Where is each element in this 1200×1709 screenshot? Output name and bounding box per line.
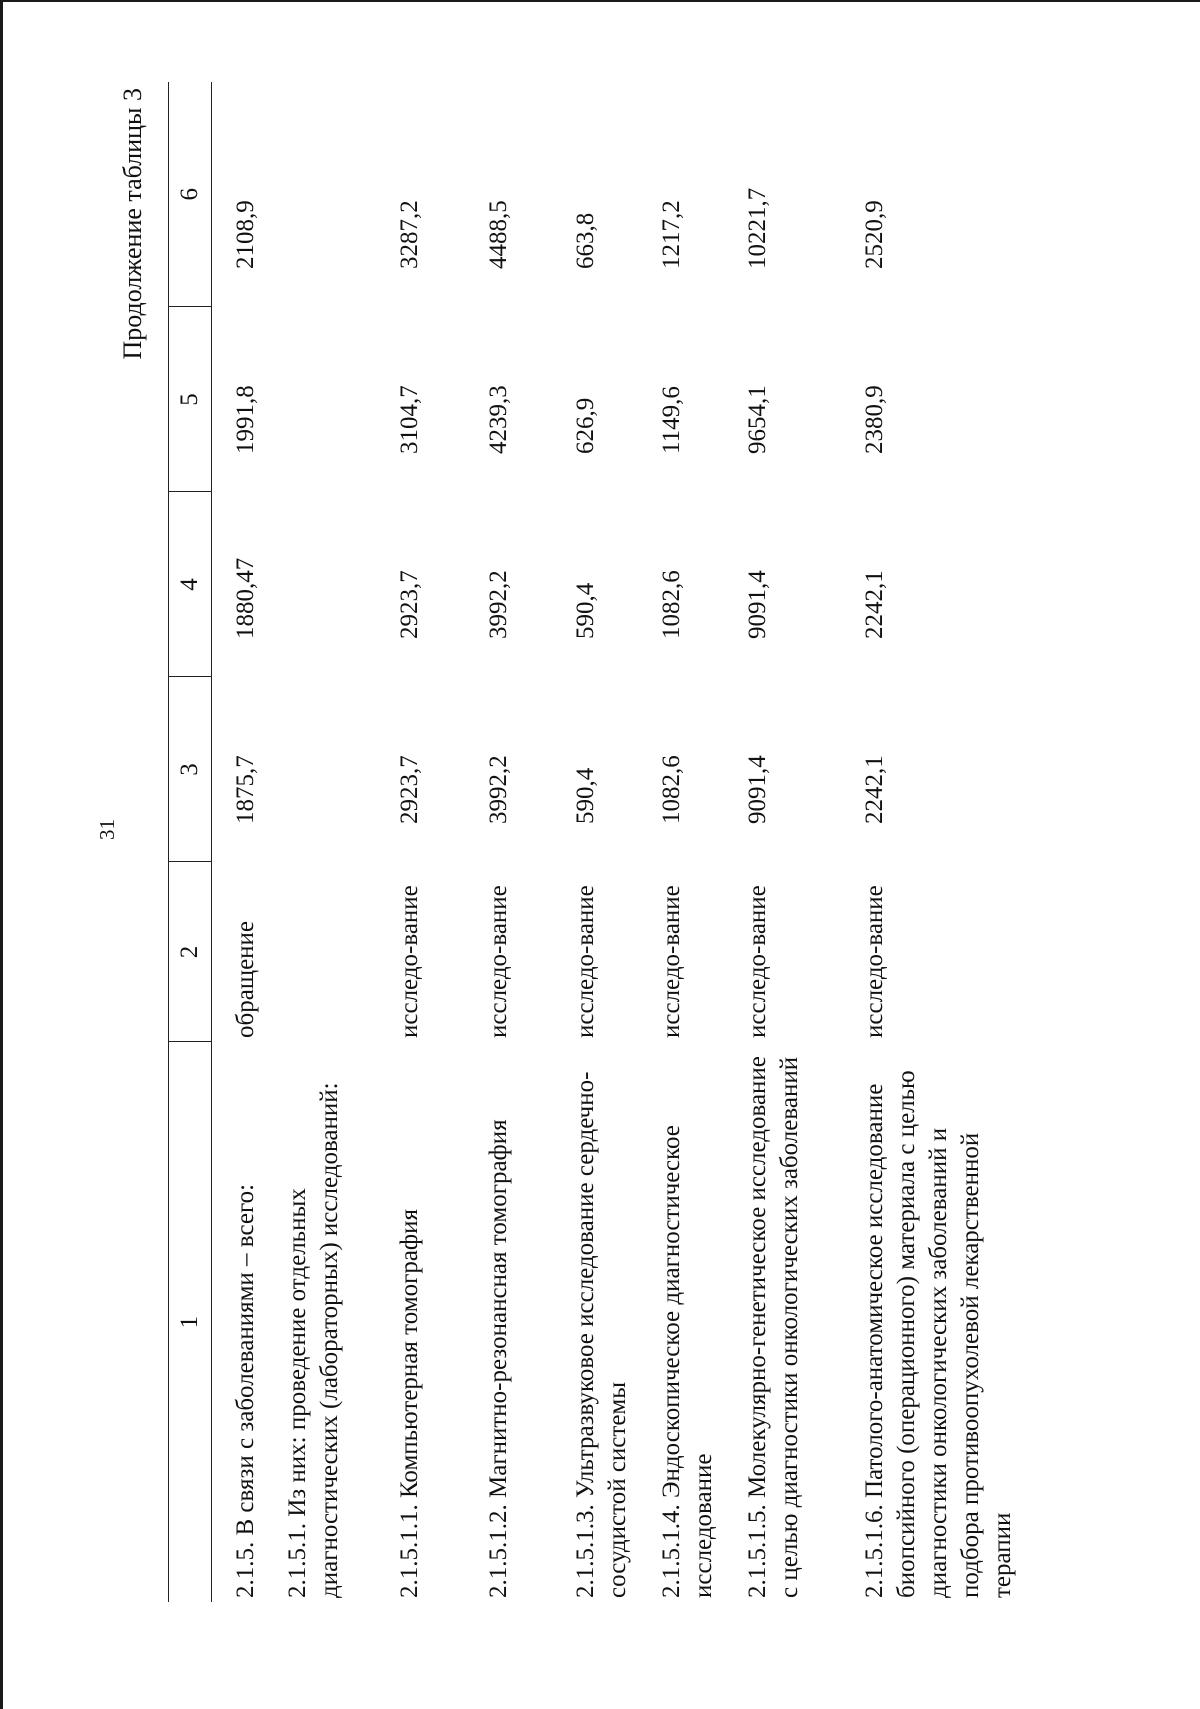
row-value-col6: 4488,5 [485, 200, 512, 269]
header-col-5: 5 [169, 307, 212, 492]
table-row [859, 82, 1089, 1602]
row-value-col5: 626,9 [572, 397, 599, 454]
row-value-col5: 1991,8 [232, 385, 259, 454]
header-col-2: 2 [169, 862, 212, 1042]
row-value-col3: 1082,6 [658, 755, 685, 824]
row-value-col5: 2380,9 [861, 385, 888, 454]
table-row [656, 82, 742, 1602]
header-col-4: 4 [169, 492, 212, 677]
table-row [394, 82, 483, 1602]
row-value-col3: 3992,2 [485, 755, 512, 824]
row-value-col4: 1082,6 [658, 570, 685, 639]
table-row [570, 82, 656, 1602]
scan-edge-top [0, 0, 1200, 2]
row-unit: исследо-вание [396, 885, 423, 1038]
row-value-col6: 1217,2 [658, 200, 685, 269]
row-name: 2.1.5. В связи с заболеваниями – всего: [232, 1183, 259, 1598]
row-unit: исследо-вание [744, 885, 771, 1038]
row-name: 2.1.5.1.3. Ультразвуковое исследование сердечно-сосудистой системы [572, 1071, 631, 1598]
row-value-col3: 1875,7 [232, 755, 259, 824]
row-unit [282, 862, 394, 1042]
row-value-col6: 663,8 [572, 212, 599, 269]
row-value-col3: 2923,7 [396, 755, 423, 824]
row-unit: исследо-вание [485, 885, 512, 1038]
row-name: 2.1.5.1.4. Эндоскопическое диагностическое исследование [658, 1125, 717, 1598]
row-value-col5: 4239,3 [485, 385, 512, 454]
row-value-col6 [282, 82, 394, 307]
table-header-row [169, 82, 212, 1602]
row-value-col5 [282, 307, 394, 492]
page-number: 31 [95, 819, 119, 840]
row-unit: исследо-вание [861, 885, 888, 1038]
row-name: 2.1.5.1.2. Магнитно-резонансная томография [485, 1119, 512, 1598]
row-value-col3: 2242,1 [861, 755, 888, 824]
row-unit: исследо-вание [572, 885, 599, 1038]
header-col-3: 3 [169, 677, 212, 862]
row-value-col4 [282, 492, 394, 677]
table-row [742, 82, 859, 1602]
row-value-col6: 10221,7 [744, 187, 771, 269]
row-value-col4: 1880,47 [232, 557, 259, 639]
row-value-col5: 3104,7 [396, 385, 423, 454]
scan-edge-left [0, 0, 3, 1709]
row-name: 2.1.5.1.5. Молекулярно-генетическое исследование с целью диагностики онкологических заболеваний [744, 1056, 803, 1598]
data-table [168, 82, 1089, 1602]
row-value-col3: 590,4 [572, 767, 599, 824]
row-value-col4: 2923,7 [396, 570, 423, 639]
header-col-6: 6 [169, 82, 212, 307]
row-value-col4: 590,4 [572, 582, 599, 639]
row-unit: обращение [232, 920, 259, 1038]
table-row [483, 82, 570, 1602]
row-value-col3: 9091,4 [744, 755, 771, 824]
row-unit: исследо-вание [658, 885, 685, 1038]
header-col-1: 1 [169, 1042, 212, 1602]
row-value-col4: 3992,2 [485, 570, 512, 639]
row-value-col6: 2520,9 [861, 200, 888, 269]
table-row [212, 82, 283, 1602]
table-row [282, 82, 394, 1602]
row-value-col5: 1149,6 [658, 386, 685, 454]
row-name: 2.1.5.1.1. Компьютерная томография [396, 1208, 423, 1598]
row-value-col3 [282, 677, 394, 862]
row-value-col4: 2242,1 [861, 570, 888, 639]
row-name: 2.1.5.1.6. Патолого-анатомическое исследование биопсийного (операционного) материала с целью диагностики онкологических заболеваний и подбора противоопухолевой лекарственной терапии [861, 1070, 1016, 1598]
table-caption: Продолжение таблицы 3 [118, 88, 147, 360]
row-name: 2.1.5.1. Из них: проведение отдельных диагностических (лабораторных) исследований: [284, 1082, 343, 1598]
row-value-col6: 3287,2 [396, 200, 423, 269]
rotated-table-sheet [118, 82, 1200, 1602]
row-value-col4: 9091,4 [744, 570, 771, 639]
row-value-col6: 2108,9 [232, 200, 259, 269]
row-value-col5: 9654,1 [744, 385, 771, 454]
